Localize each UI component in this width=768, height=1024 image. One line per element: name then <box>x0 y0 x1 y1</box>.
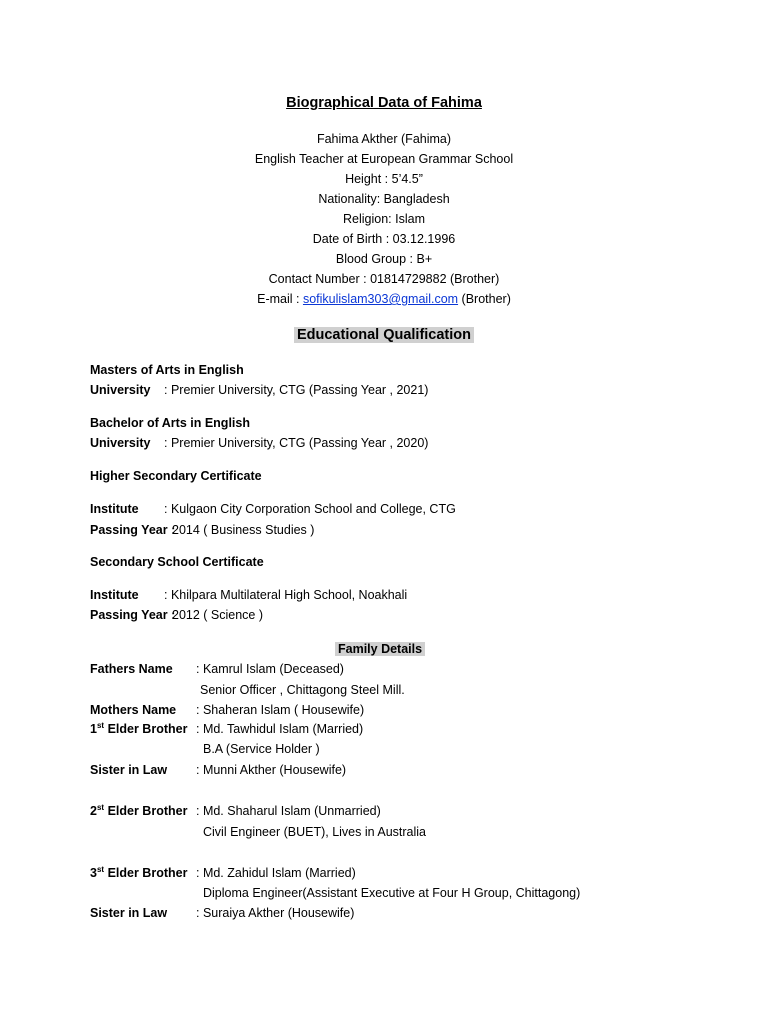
email-link[interactable]: sofikulislam303@gmail.com <box>302 292 459 306</box>
brother2-value: : Md. Shaharul Islam (Unmarried) <box>196 804 381 818</box>
ssc-passing-row: Passing Year : 2012 ( Science ) <box>90 608 264 622</box>
father-row: Fathers Name : Kamrul Islam (Deceased) <box>90 662 344 676</box>
sister-in-law-1-row: Sister in Law : Munni Akther (Housewife) <box>90 763 347 777</box>
sister-in-law-2-value: : Suraiya Akther (Housewife) <box>196 906 355 920</box>
hsc-heading: Higher Secondary Certificate <box>90 469 262 483</box>
email-line <box>0 292 768 306</box>
mother-value: : Shaheran Islam ( Housewife) <box>196 703 365 717</box>
email-note: (Brother) <box>461 292 511 306</box>
masters-degree: Masters of Arts in English <box>90 363 244 377</box>
sister-in-law-1-value: : Munni Akther (Housewife) <box>196 763 347 777</box>
brother2-detail: Civil Engineer (BUET), Lives in Australia <box>203 825 426 839</box>
nationality: Nationality: Bangladesh <box>318 192 450 206</box>
contact-number: Contact Number : 01814729882 (Brother) <box>268 272 500 286</box>
father-occupation: Senior Officer , Chittagong Steel Mill. <box>200 683 405 697</box>
brother3-value: : Md. Zahidul Islam (Married) <box>196 866 356 880</box>
hsc-institute-row: Institute : Kulgaon City Corporation School and College, CTG <box>90 502 456 516</box>
hsc-passing-row: Passing Year : 2014 ( Business Studies ) <box>90 523 315 537</box>
sister-in-law-2-row: Sister in Law : Suraiya Akther (Housewife) <box>90 906 355 920</box>
ssc-institute-row: Institute : Khilpara Multilateral High School, Noakhali <box>90 588 408 602</box>
ssc-passing-value: 2012 ( Science ) <box>172 608 264 622</box>
ssc-heading: Secondary School Certificate <box>90 555 264 569</box>
mother-row: Mothers Name : Shaheran Islam ( Housewife) <box>90 703 365 717</box>
bachelor-degree: Bachelor of Arts in English <box>90 416 250 430</box>
family-heading: Family Details <box>335 642 425 656</box>
education-heading: Educational Qualification <box>0 327 768 343</box>
brother1-value: : Md. Tawhidul Islam (Married) <box>196 722 364 736</box>
religion: Religion: Islam <box>343 212 425 226</box>
hsc-passing-value: 2014 ( Business Studies ) <box>172 523 315 537</box>
father-value: : Kamrul Islam (Deceased) <box>196 662 344 676</box>
brother3-detail: Diploma Engineer(Assistant Executive at Four H Group, Chittagong) <box>203 886 581 900</box>
hsc-institute-value: : Kulgaon City Corporation School and College, CTG <box>164 502 456 516</box>
email-label: E-mail : <box>257 292 303 306</box>
masters-university-value: : Premier University, CTG (Passing Year , 2021) <box>164 383 429 397</box>
page-title: Biographical Data of Fahima <box>286 95 482 111</box>
occupation: English Teacher at European Grammar School <box>254 152 514 166</box>
ssc-institute-value: : Khilpara Multilateral High School, Noakhali <box>164 588 408 602</box>
bachelor-university-value: : Premier University, CTG (Passing Year , 2020) <box>164 436 429 450</box>
brother3-row: 3st Elder Brother : Md. Zahidul Islam (Married) <box>90 864 356 880</box>
height: Height : 5’4.5” <box>345 172 423 186</box>
masters-university-row: University : Premier University, CTG (Passing Year , 2021) <box>90 383 429 397</box>
brother1-row: 1st Elder Brother : Md. Tawhidul Islam (Married) <box>90 720 364 736</box>
bachelor-university-row: University : Premier University, CTG (Passing Year , 2020) <box>90 436 429 450</box>
full-name: Fahima Akther (Fahima) <box>316 132 452 146</box>
blood-group: Blood Group : B+ <box>335 252 433 266</box>
brother2-row: 2st Elder Brother : Md. Shaharul Islam (Unmarried) <box>90 802 381 818</box>
brother1-detail: B.A (Service Holder ) <box>203 742 320 756</box>
date-of-birth: Date of Birth : 03.12.1996 <box>312 232 456 246</box>
